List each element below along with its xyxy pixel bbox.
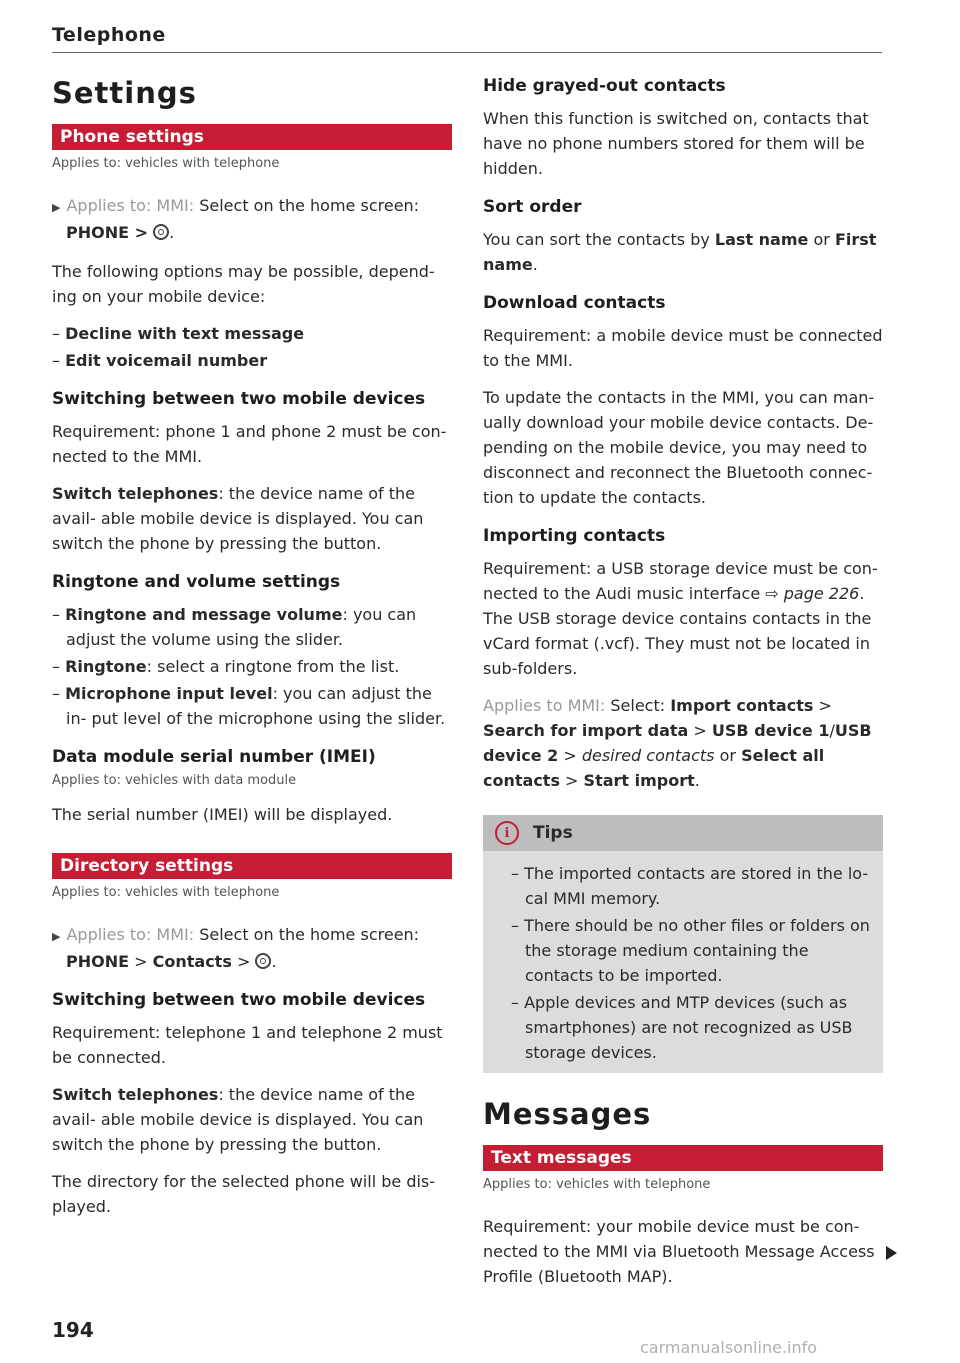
- sort-pre: You can sort the contacts by: [483, 230, 710, 249]
- term-text: : you can adjust the in- put level of the microphone using the slider.: [66, 684, 446, 728]
- nav-text: Select on the home screen:: [199, 925, 420, 944]
- ringtone-item: – Ringtone: select a ringtone from the list.: [52, 657, 400, 676]
- continue-arrow-icon: [886, 1246, 897, 1260]
- applies-label: Applies to: MMI:: [66, 196, 195, 215]
- term-label: Ringtone: [65, 657, 147, 676]
- term-label: Ringtone and message volume: [65, 605, 343, 624]
- nav-path: Contacts: [152, 952, 232, 971]
- import-instructions: Applies to MMI: Select: Import contacts > Search for import data > USB device 1/USB device 2 > desired contacts or Select all contacts > Start import.: [483, 696, 872, 790]
- watermark: carmanualsonline.info: [640, 1338, 818, 1357]
- nav-text: Select on the home screen:: [199, 196, 420, 215]
- settings-gear-icon: [153, 224, 169, 240]
- ringtone-item: – Microphone input level: you can adjust the in- put level of the microphone using the slider.: [52, 684, 446, 728]
- text-messages-bar: Text messages: [483, 1145, 883, 1171]
- arrow-right-icon: ▶: [52, 201, 61, 214]
- term-text: : the device name of the avail- able mobile device is displayed. You can switch the phone by pressing the button.: [52, 484, 424, 553]
- term-label: Start import: [583, 771, 695, 790]
- term-label: First name: [483, 230, 877, 274]
- term-label: Search for import data: [483, 721, 689, 740]
- header-rule: [52, 52, 882, 53]
- tips-title: Tips: [533, 823, 573, 843]
- or-label: or: [719, 746, 736, 765]
- tips-box: [483, 815, 883, 1073]
- download-requirement: Requirement: a mobile device must be connected to the MMI.: [483, 326, 883, 370]
- term-text: : you can adjust the volume using the slider.: [66, 605, 417, 649]
- sort-text: You can sort the contacts by Last name or First name.: [483, 230, 877, 274]
- import-req-text: . The USB storage device contains contacts in the vCard format (.vcf). They must not be located in sub-folders.: [483, 584, 872, 678]
- nav-instruction: ▶ Applies to: MMI: Select on the home screen: PHONE > .: [52, 196, 420, 242]
- running-head: Telephone: [52, 24, 166, 46]
- switch-description: [52, 481, 452, 556]
- nav-path: PHONE: [66, 952, 130, 971]
- switch-requirement: Requirement: phone 1 and phone 2 must be con- nected to the MMI.: [52, 422, 447, 466]
- intro-text: The following options may be possible, depend- ing on your mobile device:: [52, 262, 435, 306]
- term-label: Switch telephones: [52, 1085, 219, 1104]
- tips-body: [483, 851, 883, 1073]
- tip-item: – The imported contacts are stored in the lo- cal MMI memory.: [511, 864, 869, 908]
- applies-note: Applies to: vehicles with telephone: [483, 1177, 711, 1192]
- section-title: Settings: [52, 76, 197, 110]
- subheading-ringtone: Ringtone and volume settings: [52, 572, 341, 592]
- subheading-switch: Switching between two mobile devices: [52, 990, 426, 1010]
- option-item: – Edit voicemail number: [52, 351, 268, 370]
- phone-settings-bar: Phone settings: [52, 124, 452, 150]
- right-column: [483, 72, 883, 1301]
- imei-text: The serial number (IMEI) will be displayed.: [52, 805, 393, 824]
- term-label: Switch telephones: [52, 484, 219, 503]
- option-label: Decline with text message: [65, 324, 305, 343]
- term-text: : the device name of the avail- able mobile device is displayed. You can switch the phone by pressing the button.: [52, 1085, 424, 1154]
- messages-title: Messages: [483, 1097, 652, 1131]
- page-reference-link[interactable]: ⇨ page 226: [765, 584, 860, 603]
- option-label: Edit voicemail number: [65, 351, 268, 370]
- subheading-hide: Hide grayed-out contacts: [483, 76, 726, 96]
- applies-note: Applies to: vehicles with telephone: [52, 156, 280, 171]
- term-label: USB device 1: [711, 721, 830, 740]
- subheading-import: Importing contacts: [483, 526, 666, 546]
- arrow-right-icon: ▶: [52, 930, 61, 943]
- hide-text: When this function is switched on, contacts that have no phone numbers stored for them will be hidden.: [483, 109, 869, 178]
- term-text: : select a ringtone from the list.: [146, 657, 400, 676]
- applies-label: Applies to: MMI:: [66, 925, 195, 944]
- term-italic: desired contacts: [581, 746, 715, 765]
- tips-header: [483, 815, 883, 851]
- tip-item: – There should be no other files or folders on the storage medium containing the contacts to be imported.: [511, 916, 870, 985]
- nav-instruction: ▶ Applies to: MMI: Select on the home screen: PHONE > Contacts > .: [52, 925, 420, 971]
- tip-item: – Apple devices and MTP devices (such as smartphones) are not recognized as USB storage devices.: [511, 993, 853, 1062]
- left-column: [52, 72, 452, 1231]
- import-requirement: [483, 556, 883, 681]
- option-item: – Decline with text message: [52, 324, 305, 343]
- page-number: 194: [52, 1318, 94, 1342]
- settings-gear-icon: [255, 953, 271, 969]
- term-label: Last name: [714, 230, 809, 249]
- switch-requirement: Requirement: telephone 1 and telephone 2 must be connected.: [52, 1023, 443, 1067]
- directory-final-text: The directory for the selected phone will be dis- played.: [52, 1172, 436, 1216]
- info-icon: i: [495, 821, 519, 845]
- subheading-switch: Switching between two mobile devices: [52, 389, 426, 409]
- term-label: Select all contacts: [483, 746, 825, 790]
- term-label: Microphone input level: [65, 684, 273, 703]
- ringtone-item: – Ringtone and message volume: you can adjust the volume using the slider.: [52, 605, 417, 649]
- download-text: To update the contacts in the MMI, you can man- ually download your mobile device contacts. De- pending on the mobile device, you may need to disconnect and reconnect the Bluetooth connec- tion to update the contacts.: [483, 388, 875, 507]
- subheading-download: Download contacts: [483, 293, 666, 313]
- text-requirement: Requirement: your mobile device must be con- nected to the MMI via Bluetooth Message Access Profile (Bluetooth MAP).: [483, 1217, 875, 1286]
- applies-label: Applies to MMI:: [483, 696, 606, 715]
- select-label: Select:: [610, 696, 666, 715]
- subheading-sort: Sort order: [483, 197, 582, 217]
- subheading-imei: Data module serial number (IMEI): [52, 747, 376, 767]
- applies-note: Applies to: vehicles with data module: [52, 773, 297, 788]
- switch-description: [52, 1082, 452, 1157]
- applies-note: Applies to: vehicles with telephone: [52, 885, 280, 900]
- import-req-text: Requirement: a USB storage device must be con- nected to the Audi music interface: [483, 559, 878, 603]
- sort-or: or: [813, 230, 830, 249]
- term-label: Import contacts: [670, 696, 814, 715]
- term-label: USB device 2: [483, 721, 872, 765]
- directory-settings-bar: Directory settings: [52, 853, 452, 879]
- nav-path: PHONE >: [66, 223, 149, 242]
